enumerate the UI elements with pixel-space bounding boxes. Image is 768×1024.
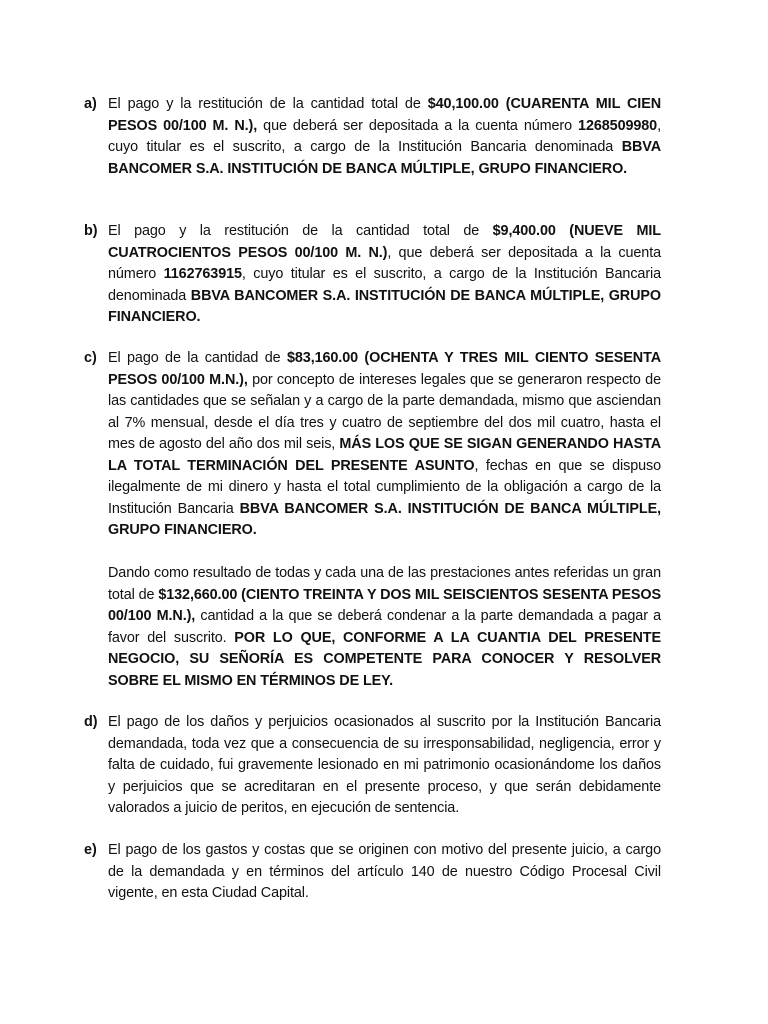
- clause-c: [84, 348, 661, 542]
- clause-text: [108, 94, 661, 180]
- clause-label: a): [84, 96, 97, 112]
- text-run: por concepto de intereses legales que se generaron respecto de las cantidades que se señalan y a cargo de la parte demandada, mismo que asciendan al 7% mensual, desde el día tres y cuatro de septiembre del dos mil cuatro, hasta el mes de agosto del año dos mil seis,: [108, 371, 661, 452]
- text-run: , cuyo titular es el suscrito, a cargo de la Institución Bancaria denominada: [108, 266, 662, 304]
- clause-text: [108, 840, 661, 905]
- bank-name: BBVA BANCOMER S.A. INSTITUCIÓN DE BANCA MÚLTIPLE, GRUPO FINANCIERO.: [108, 139, 661, 177]
- text-run: Dando como resultado de todas y cada una de las prestaciones antes referidas un gran total de: [108, 565, 661, 603]
- text-run: , cuyo titular es el suscrito, a cargo de la Institución Bancaria denominada: [108, 117, 661, 155]
- text-run: El pago y la restitución de la cantidad total de: [108, 96, 428, 112]
- text-run: El pago de los daños y perjuicios ocasionados al suscrito por la Institución Bancaria demandada, toda vez que a consecuencia de su irresponsabilidad, negligencia, error y falta de cuidado, fui gravemente lesionado en mi patrimonio ocasionándome los daños y perjuicios que se acreditaran en el presente proceso, y que serán debidamente valorados a juicio de peritos, en ejecución de sentencia.: [108, 714, 661, 816]
- text-run: El pago de los gastos y costas que se originen con motivo del presente juicio, a cargo de la demandada y en términos del artículo 140 de nuestro Código Procesal Civil vigente, en esta Ciudad Capital.: [108, 842, 661, 901]
- amount-text: $9,400.00 (NUEVE MIL CUATROCIENTOS PESOS 00/100 M. N.): [108, 223, 661, 261]
- clause-label: c): [84, 350, 97, 366]
- text-run: , fechas en que se dispuso ilegalmente de mi dinero y hasta el total cumplimiento de la obligación a cargo de la Institución Bancaria: [108, 457, 662, 517]
- clause-text: [108, 221, 661, 329]
- bank-name: BBVA BANCOMER S.A. INSTITUCIÓN DE BANCA MÚLTIPLE, GRUPO FINANCIERO.: [108, 500, 661, 538]
- clause-e: [84, 840, 661, 905]
- account-number: 1268509980: [578, 117, 658, 134]
- text-run: que deberá ser depositada a la cuenta número: [257, 117, 579, 134]
- competence-statement: POR LO QUE, CONFORME A LA CUANTIA DEL PRESENTE NEGOCIO, SU SEÑORÍA ES COMPETENTE PARA CONOCER Y RESOLVER SOBRE EL MISMO EN TÉRMINOS DE LEY.: [108, 629, 661, 689]
- clause-text: [108, 348, 661, 542]
- text-run: El pago de la cantidad de: [108, 350, 287, 366]
- clause-label: b): [84, 223, 98, 239]
- text-run: cantidad a la que se deberá condenar a la parte demandada a pagar a favor del suscrito.: [108, 608, 661, 646]
- account-number: 1162763915: [163, 266, 242, 282]
- total-amount: $132,660.00 (CIENTO TREINTA Y DOS MIL SEISCIENTOS SESENTA PESOS 00/100 M.N.),: [108, 586, 661, 624]
- clause-label: e): [84, 842, 97, 858]
- summary-text: [108, 563, 661, 692]
- amount-text: $40,100.00 (CUARENTA MIL CIEN PESOS 00/100 M. N.),: [108, 96, 661, 134]
- emphasis-text: MÁS LOS QUE SE SIGAN GENERANDO HASTA LA TOTAL TERMINACIÓN DEL PRESENTE ASUNTO: [108, 436, 661, 474]
- clause-a: [84, 94, 661, 180]
- clause-text: [108, 712, 661, 820]
- clause-b: [84, 221, 661, 329]
- text-run: El pago y la restitución de la cantidad total de: [108, 223, 493, 239]
- clause-d: [84, 712, 661, 820]
- clause-label: d): [84, 714, 98, 730]
- text-run: , que deberá ser depositada a la cuenta número: [108, 244, 661, 282]
- bank-name: BBVA BANCOMER S.A. INSTITUCIÓN DE BANCA MÚLTIPLE, GRUPO FINANCIERO.: [108, 287, 661, 325]
- summary-paragraph: [84, 563, 661, 692]
- amount-text: $83,160.00 (OCHENTA Y TRES MIL CIENTO SESENTA PESOS 00/100 M.N.),: [108, 350, 661, 388]
